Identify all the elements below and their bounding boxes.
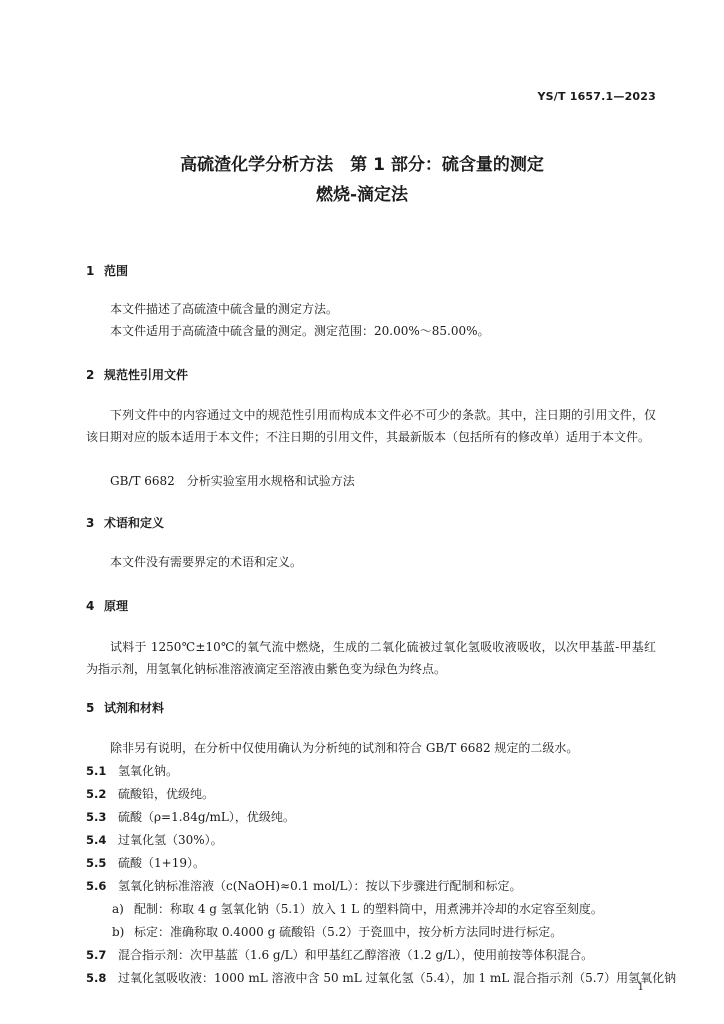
reagent-item: [86, 808, 295, 826]
item-number: 5.1: [86, 764, 107, 778]
scope-line-2: 本文件适用于高硫渣中硫含量的测定。测定范围：20.00%～85.00%。: [110, 324, 490, 338]
section-5-heading: [86, 699, 164, 716]
item-text: 氢氧化钠。: [118, 764, 179, 778]
item-text: 过氧化氢（30%）。: [118, 833, 223, 847]
standard-code: YS/T 1657.1—2023: [537, 90, 656, 103]
normative-references-paragraph: 下列文件中的内容通过文中的规范性引用而构成本文件必不可少的条款。其中，注日期的引用文件，仅该日期对应的版本适用于本文件；不注日期的引用文件，其最新版本（包括所有的修改单）适用于本文件。: [86, 408, 656, 444]
reagent-item: [86, 785, 214, 803]
subitem-text: 标定：准确称取 0.4000 g 硫酸铅（5.2）于瓷皿中，按分析方法同时进行标定。: [134, 925, 563, 939]
item-text: 过氧化氢吸收液：1000 mL 溶液中含 50 mL 过氧化氢（5.4），加 1 mL 混合指示剂（5.7）用氢氧化钠: [118, 971, 677, 985]
item-number: 5.3: [86, 810, 107, 824]
reagent-item: [86, 969, 676, 987]
section-title: 术语和定义: [104, 516, 165, 530]
section-title: 试剂和材料: [104, 701, 165, 715]
item-number: 5.4: [86, 833, 107, 847]
item-text: 硫酸（ρ=1.84g/mL），优级纯。: [118, 810, 295, 824]
reference-gb-t-6682: GB/T 6682 分析实验室用水规格和试验方法: [110, 474, 355, 488]
reagent-subitem: [112, 900, 603, 918]
section-title: 规范性引用文件: [104, 368, 189, 382]
principle-paragraph: 试料于 1250℃±10℃的氧气流中燃烧，生成的二氧化硫被过氧化氢吸收液吸收，以次甲基蓝-甲基红为指示剂，用氢氧化钠标准溶液滴定至溶液由紫色变为绿色为终点。: [86, 640, 656, 676]
title-line-2: 燃烧-滴定法: [315, 185, 409, 205]
reagent-item: [86, 762, 178, 780]
subitem-text: 配制：称取 4 g 氢氧化钠（5.1）放入 1 L 的塑料筒中，用煮沸并冷却的水定容至刻度。: [134, 902, 603, 916]
item-text: 氢氧化钠标准溶液（c(NaOH)≈0.1 mol/L）：按以下步骤进行配制和标定。: [118, 879, 522, 893]
reagent-item: [86, 877, 521, 895]
subitem-label: b): [112, 925, 125, 939]
page-number: 1: [637, 982, 644, 993]
section-number: 1: [86, 264, 95, 278]
item-number: 5.6: [86, 879, 107, 893]
item-number: 5.8: [86, 971, 107, 985]
item-text: 混合指示剂：次甲基蓝（1.6 g/L）和甲基红乙醇溶液（1.2 g/L），使用前按等体积混合。: [118, 948, 594, 962]
section-2-heading: [86, 366, 188, 383]
document-title: [0, 150, 724, 210]
section-number: 2: [86, 368, 95, 382]
section-3-heading: [86, 514, 164, 531]
reagent-item: [86, 854, 205, 872]
item-number: 5.2: [86, 787, 107, 801]
reagents-intro: 除非另有说明，在分析中仅使用确认为分析纯的试剂和符合 GB/T 6682 规定的二级水。: [110, 741, 579, 755]
section-1-heading: [86, 262, 128, 279]
reagent-item: [86, 831, 223, 849]
section-number: 4: [86, 599, 95, 613]
subitem-label: a): [112, 902, 124, 916]
section-4-heading: [86, 597, 128, 614]
item-text: 硫酸铅，优级纯。: [118, 787, 215, 801]
reagent-item: [86, 946, 593, 964]
section-title: 范围: [104, 264, 129, 278]
terms-line: 本文件没有需要界定的术语和定义。: [110, 555, 303, 569]
item-number: 5.7: [86, 948, 107, 962]
section-number: 3: [86, 516, 95, 530]
scope-line-1: 本文件描述了高硫渣中硫含量的测定方法。: [110, 302, 339, 316]
section-title: 原理: [104, 599, 129, 613]
reagent-subitem: [112, 923, 562, 941]
section-number: 5: [86, 701, 95, 715]
item-text: 硫酸（1+19）。: [118, 856, 205, 870]
item-number: 5.5: [86, 856, 107, 870]
title-line-1: 高硫渣化学分析方法 第 1 部分：硫含量的测定: [180, 155, 544, 175]
